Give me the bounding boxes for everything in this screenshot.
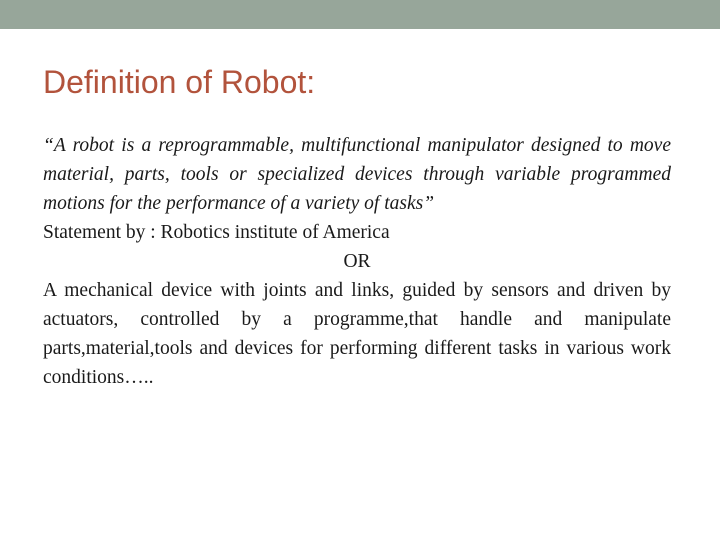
- slide-title: Definition of Robot:: [43, 64, 316, 100]
- top-accent-bar: [0, 0, 720, 29]
- alternate-definition: A mechanical device with joints and links, guided by sensors and driven by actuators, controlled by a programme,that handle and manipulate parts,material,tools and devices for performing different tasks in various work conditions…..: [43, 280, 671, 388]
- quote-attribution: Statement by : Robotics institute of America: [43, 222, 390, 243]
- slide-body: [43, 131, 671, 392]
- or-separator: OR: [343, 251, 371, 272]
- definition-quote: “A robot is a reprogrammable, multifunctional manipulator designed to move material, parts, tools or specialized devices through variable programmed motions for the performance of a variety of tasks”: [43, 135, 671, 214]
